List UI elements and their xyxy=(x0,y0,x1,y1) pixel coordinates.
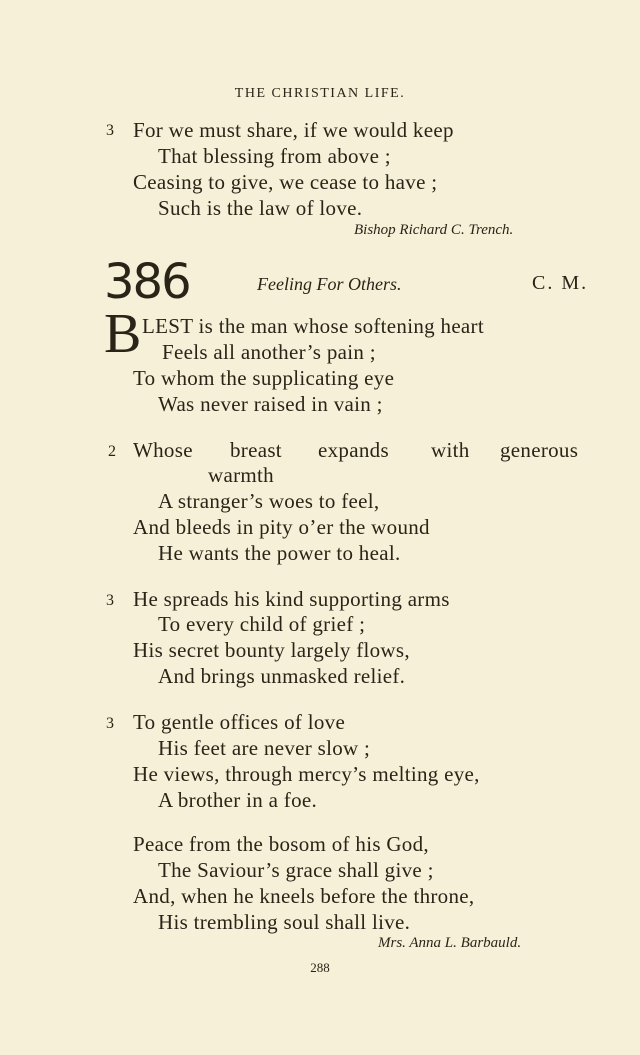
page-number: 288 xyxy=(310,960,330,975)
verse-word: generous xyxy=(500,438,579,462)
verse-line: To gentle offices of love xyxy=(133,710,346,734)
verse-word: expands xyxy=(318,438,389,462)
verse-line: Peace from the bosom of his God, xyxy=(133,832,429,856)
verse-line: His secret bounty largely flows, xyxy=(133,638,410,662)
verse-line: And brings unmasked relief. xyxy=(158,664,406,688)
attribution: Bishop Richard C. Trench. xyxy=(354,222,514,238)
hymn-meter: C. M. xyxy=(532,272,589,294)
verse-word: breast xyxy=(230,438,282,462)
verse-line: warmth xyxy=(208,463,274,487)
verse-line: A stranger’s woes to feel, xyxy=(158,489,380,513)
verse-line: A brother in a foe. xyxy=(158,788,318,812)
stanza-number: 3 xyxy=(106,592,114,609)
verse-word: Whose xyxy=(133,438,193,462)
verse-line: His trembling soul shall live. xyxy=(158,910,411,934)
verse-line: His feet are never slow ; xyxy=(158,736,371,760)
verse-line: Was never raised in vain ; xyxy=(158,392,383,416)
verse-line: And, when he kneels before the throne, xyxy=(133,884,475,908)
verse-line: He wants the power to heal. xyxy=(158,541,401,565)
stanza-number: 2 xyxy=(108,443,116,460)
verse-line: He spreads his kind supporting arms xyxy=(133,587,450,611)
stanza-number: 3 xyxy=(106,715,114,732)
hymn-number: 386 xyxy=(104,254,190,310)
verse-line: And bleeds in pity o’er the wound xyxy=(133,515,430,539)
verse-word: with xyxy=(431,438,470,462)
verse-line: Such is the law of love. xyxy=(158,196,363,220)
stanza-number: 3 xyxy=(106,122,114,139)
verse-line: That blessing from above ; xyxy=(158,144,391,168)
hymn-title: Feeling For Others. xyxy=(257,274,402,294)
verse-line: The Saviour’s grace shall give ; xyxy=(158,858,434,882)
verse-line: He views, through mercy’s melting eye, xyxy=(133,762,480,786)
verse-line: Ceasing to give, we cease to have ; xyxy=(133,170,438,194)
verse-line: For we must share, if we would keep xyxy=(133,118,454,142)
verse-line: Feels all another’s pain ; xyxy=(162,340,376,364)
attribution: Mrs. Anna L. Barbauld. xyxy=(378,935,522,951)
drop-cap: B xyxy=(104,303,142,365)
verse-line: To every child of grief ; xyxy=(158,612,366,636)
running-header: THE CHRISTIAN LIFE. xyxy=(234,86,406,101)
verse-line: To whom the supplicating eye xyxy=(133,366,395,390)
verse-line: LEST is the man whose softening heart xyxy=(142,314,484,338)
